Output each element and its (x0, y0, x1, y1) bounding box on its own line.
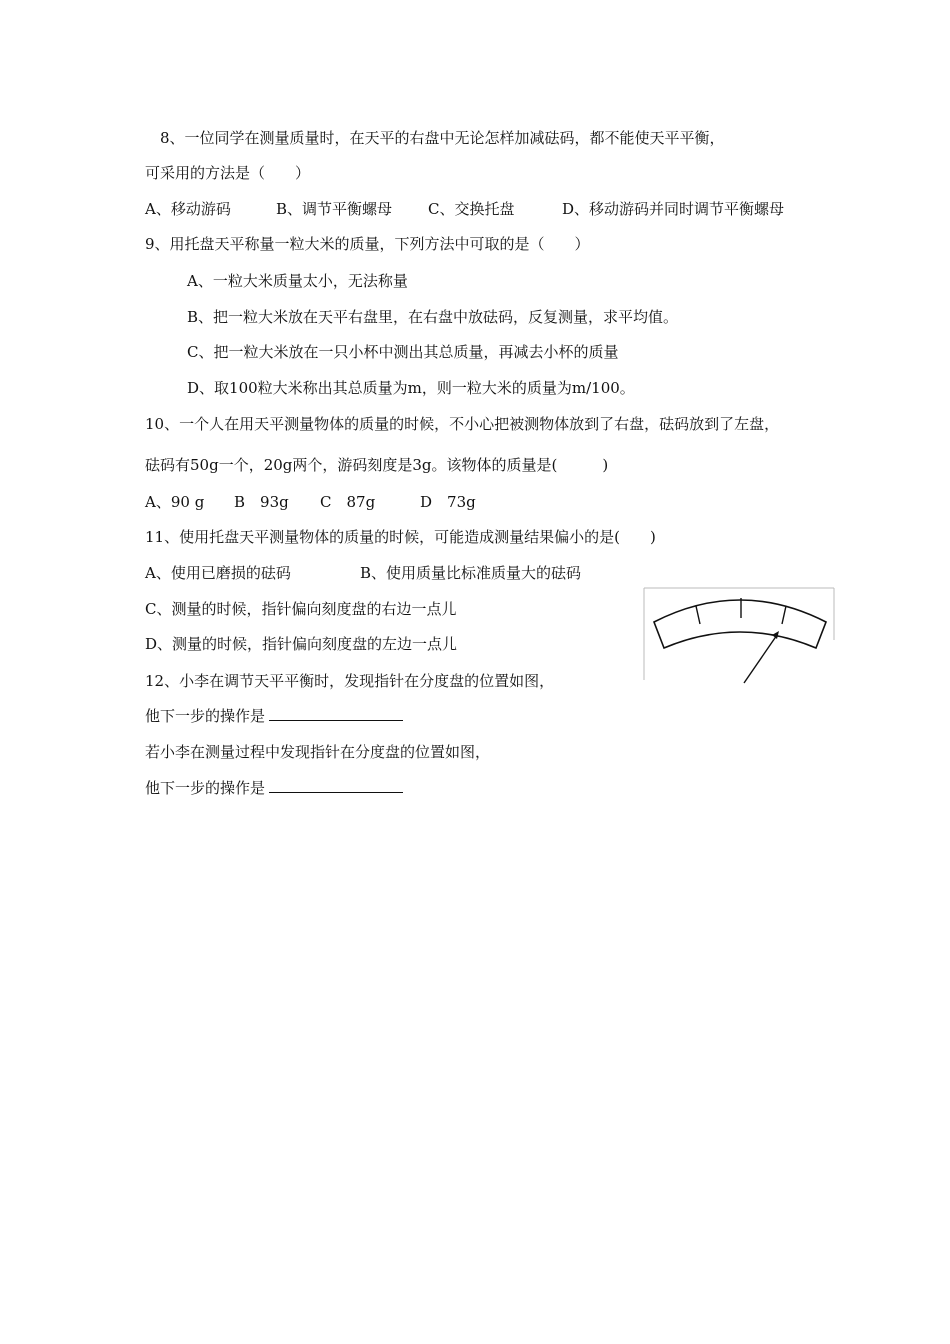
q10-option-b: B 93g (234, 493, 289, 511)
dial-frame (644, 588, 834, 680)
q11-option-c: C、测量的时候，指针偏向刻度盘的右边一点儿 (145, 600, 457, 618)
q10-stem-line1: 10、一个人在用天平测量物体的质量的时候，不小心把被测物体放到了右盘，砝码放到了左盘， (145, 415, 780, 433)
q11-stem: 11、使用托盘天平测量物体的质量的时候，可能造成测量结果偏小的是( ) (145, 528, 656, 546)
q11-option-b: B、使用质量比标准质量大的砝码 (360, 564, 582, 582)
dial-ticks (696, 598, 786, 624)
q8-option-b: B、调节平衡螺母 (276, 200, 393, 218)
q10-option-c: C 87g (320, 493, 376, 511)
q12-answer-blank-2[interactable] (269, 778, 403, 793)
q9-stem: 9、用托盘天平称量一粒大米的质量，下列方法中可取的是（ ） (145, 235, 590, 253)
q12-line2 (145, 706, 403, 726)
q10-stem-line2: 砝码有50g一个，20g两个，游码刻度是3g。该物体的质量是( ) (145, 456, 609, 474)
q12-line1: 12、小李在调节天平平衡时，发现指针在分度盘的位置如图， (145, 672, 555, 690)
q8-option-c: C、交换托盘 (428, 200, 515, 218)
dial-pointer (744, 635, 777, 683)
balance-scale-dial-figure (640, 580, 836, 688)
q9-option-d: D、取100粒大米称出其总质量为m，则一粒大米的质量为m/100。 (187, 379, 635, 397)
q9-option-a: A、一粒大米质量太小，无法称量 (187, 272, 408, 290)
q12-line3: 若小李在测量过程中发现指针在分度盘的位置如图， (145, 743, 491, 761)
q8-stem-line1: 8、一位同学在测量质量时，在天平的右盘中无论怎样加减砝码，都不能使天平平衡， (160, 129, 725, 147)
q11-option-a: A、使用已磨损的砝码 (145, 564, 291, 582)
q8-option-d: D、移动游码并同时调节平衡螺母 (562, 200, 785, 218)
q11-option-d: D、测量的时候，指针偏向刻度盘的左边一点儿 (145, 635, 458, 653)
dial-scale-plate (654, 600, 826, 648)
q8-option-a: A、移动游码 (145, 200, 231, 218)
q12-line4 (145, 778, 403, 798)
q9-option-c: C、把一粒大米放在一只小杯中测出其总质量，再减去小杯的质量 (187, 343, 619, 361)
dial-pointer-arrowhead-icon (772, 631, 779, 639)
q12-line4-text: 他下一步的操作是 (145, 779, 266, 797)
q9-option-b: B、把一粒大米放在天平右盘里，在右盘中放砝码，反复测量，求平均值。 (187, 308, 679, 326)
q8-stem-line2: 可采用的方法是（ ） (145, 164, 311, 182)
q10-option-d: D 73g (420, 493, 476, 511)
q12-answer-blank-1[interactable] (269, 706, 403, 721)
q12-line2-text: 他下一步的操作是 (145, 707, 266, 725)
q10-option-a: A、90 g (145, 493, 205, 511)
